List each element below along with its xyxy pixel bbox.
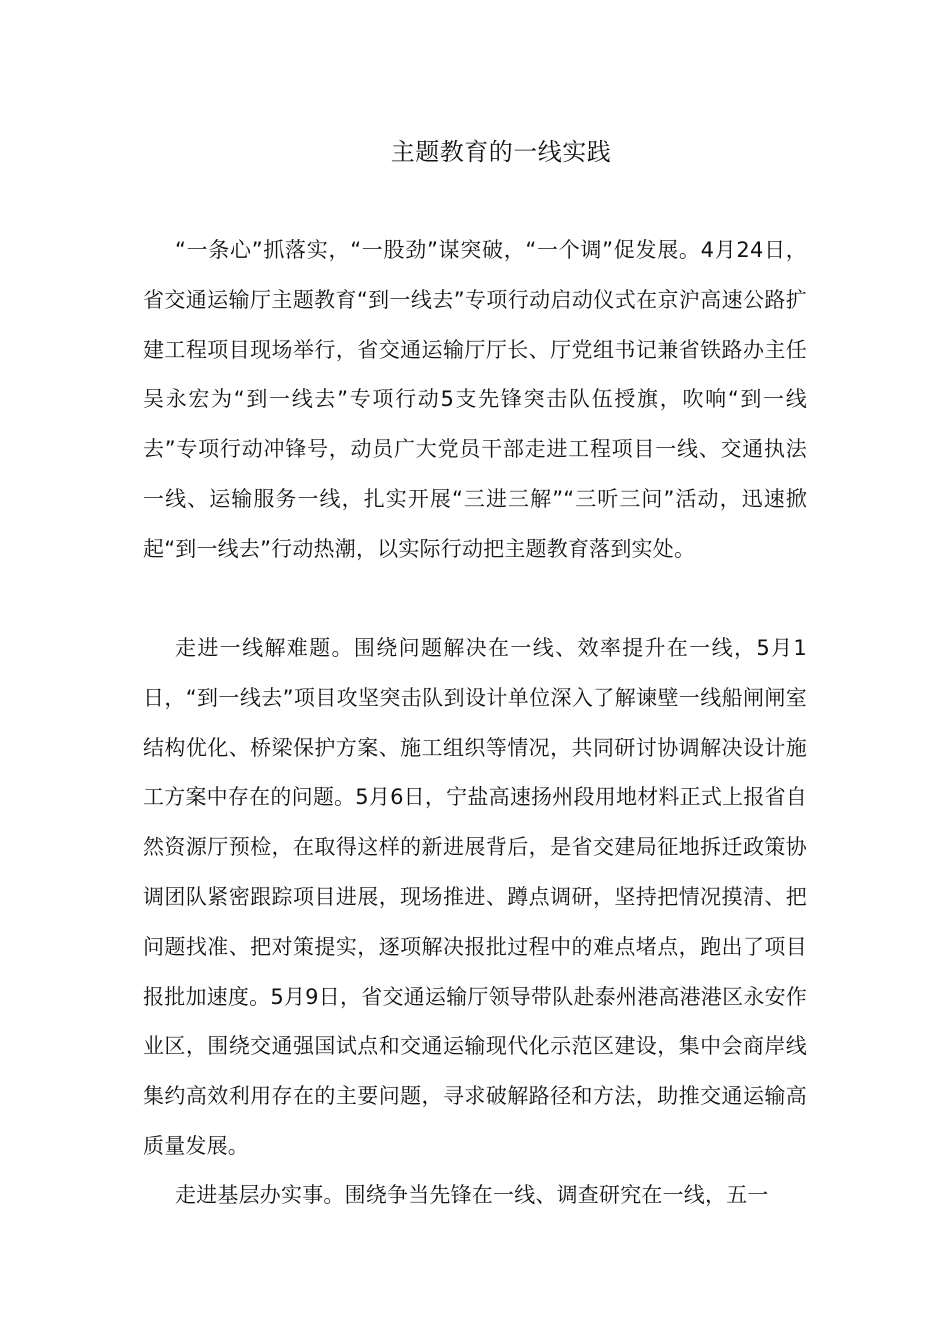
paragraph-1: “一条心”抓落实，“一股劲”谋突破，“一个调”促发展。4月24日，省交通运输厅主题教育“到一线去”专项行动启动仪式在京沪高速公路扩建工程项目现场举行，省交通运输厅厅长、厅党组书记兼省铁路办主任吴永宏为“到一线去”专项行动5支先锋突击队伍授旗，吹响“到一线去”专项行动冲锋号，动员广大党员干部走进工程项目一线、交通执法一线、运输服务一线，扎实开展“三进三解”“三听三问”活动，迅速掀起“到一线去”行动热潮，以实际行动把主题教育落到实处。	[143, 238, 807, 561]
paragraph-2: 走进一线解难题。围绕问题解决在一线、效率提升在一线，5月1日，“到一线去”项目攻坚突击队到设计单位深入了解谏壁一线船闸闸室结构优化、桥梁保护方案、施工组织等情况，共同研讨协调解决设计施工方案中存在的问题。5月6日，宁盐高速扬州段用地材料正式上报省自然资源厅预检，在取得这样的新进展背后，是省交建局征地拆迁政策协调团队紧密跟踪项目进展，现场推进、蹲点调研，坚持把情况摸清、把问题找准、把对策提实，逐项解决报批过程中的难点堵点，跑出了项目报批加速度。5月9日，省交通运输厅领导带队赴泰州港高港港区永安作业区，围绕交通强国试点和交通运输现代化示范区建设，集中会商岸线集约高效利用存在的主要问题，寻求破解路径和方法，助推交通运输高质量发展。	[143, 636, 807, 1158]
paragraph-3: 走进基层办实事。围绕争当先锋在一线、调查研究在一线，五一	[175, 1183, 769, 1207]
document-title: 主题教育的一线实践	[390, 138, 612, 166]
